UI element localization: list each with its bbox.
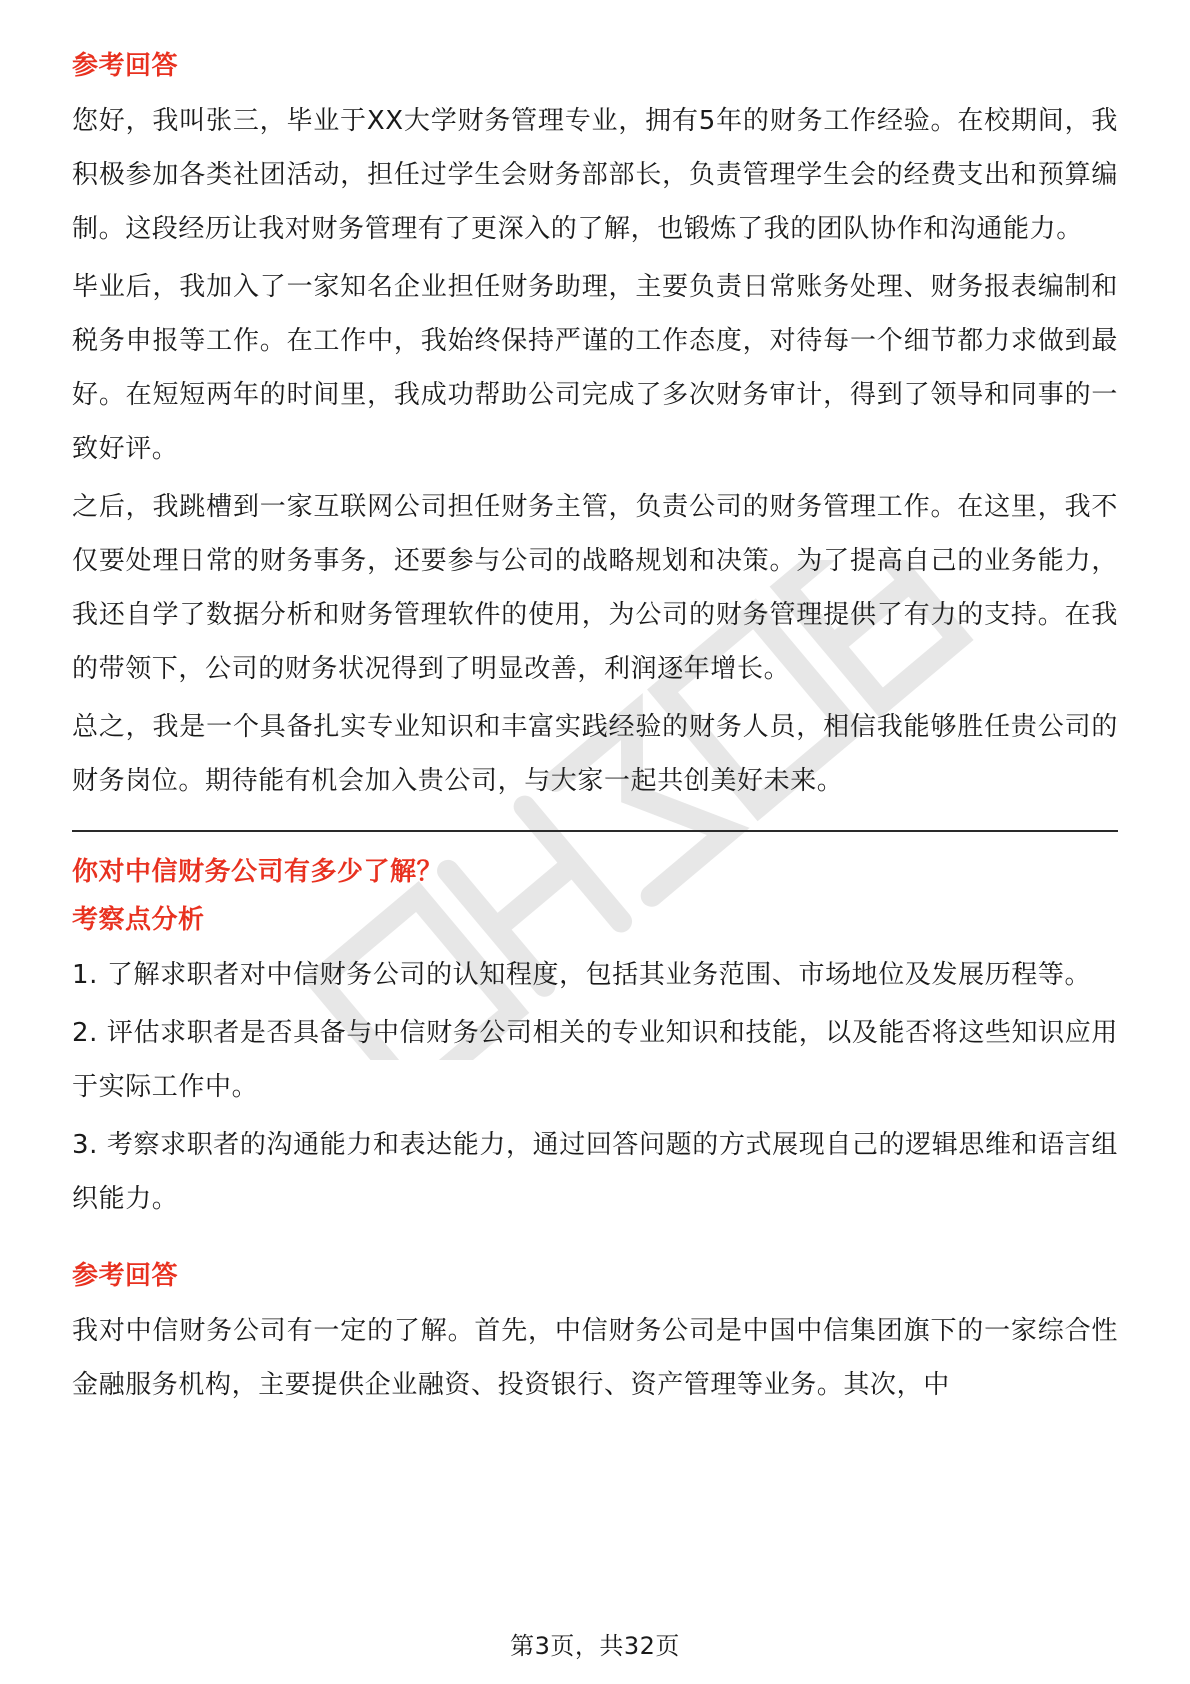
page-footer: 第3页，共32页 xyxy=(510,1632,680,1660)
answer2-paragraph: 我对中信财务公司有一定的了解。首先，中信财务公司是中国中信集团旗下的一家综合性金融服务机构，主要提供企业融资、投资银行、资产管理等业务。其次，中 xyxy=(72,1316,1118,1400)
section-heading-reference-answer: 参考回答 xyxy=(72,51,179,81)
analysis-heading: 考察点分析 xyxy=(72,905,205,935)
section-divider xyxy=(72,830,1118,832)
analysis-item-1: 1. 了解求职者对中信财务公司的认知程度，包括其业务范围、市场地位及发展历程等。 xyxy=(72,960,1092,990)
answer-paragraph-4: 总之，我是一个具备扎实专业知识和丰富实践经验的财务人员，相信我能够胜任贵公司的财务岗位。期待能有机会加入贵公司，与大家一起共创美好未来。 xyxy=(72,712,1118,796)
answer-paragraph-2: 毕业后，我加入了一家知名企业担任财务助理，主要负责日常账务处理、财务报表编制和税务申报等工作。在工作中，我始终保持严谨的工作态度，对待每一个细节都力求做到最好。在短短两年的时间里，我成功帮助公司完成了多次财务审计，得到了领导和同事的一致好评。 xyxy=(72,272,1118,464)
section-heading-reference-answer-2: 参考回答 xyxy=(72,1261,179,1291)
question-title: 你对中信财务公司有多少了解？ xyxy=(72,857,444,887)
analysis-item-2: 2. 评估求职者是否具备与中信财务公司相关的专业知识和技能，以及能否将这些知识应用于实际工作中。 xyxy=(72,1018,1118,1102)
answer-paragraph-3: 之后，我跳槽到一家互联网公司担任财务主管，负责公司的财务管理工作。在这里，我不仅要处理日常的财务事务，还要参与公司的战略规划和决策。为了提高自己的业务能力，我还自学了数据分析和财务管理软件的使用，为公司的财务管理提供了有力的支持。在我的带领下，公司的财务状况得到了明显改善，利润逐年增长。 xyxy=(72,492,1118,684)
analysis-item-3: 3. 考察求职者的沟通能力和表达能力，通过回答问题的方式展现自己的逻辑思维和语言组织能力。 xyxy=(72,1130,1118,1214)
main-content xyxy=(72,46,1118,1412)
answer-paragraph-1: 您好，我叫张三，毕业于XX大学财务管理专业，拥有5年的财务工作经验。在校期间，我积极参加各类社团活动，担任过学生会财务部部长，负责管理学生会的经费支出和预算编制。这段经历让我对财务管理有了更深入的了解，也锻炼了我的团队协作和沟通能力。 xyxy=(72,106,1118,244)
